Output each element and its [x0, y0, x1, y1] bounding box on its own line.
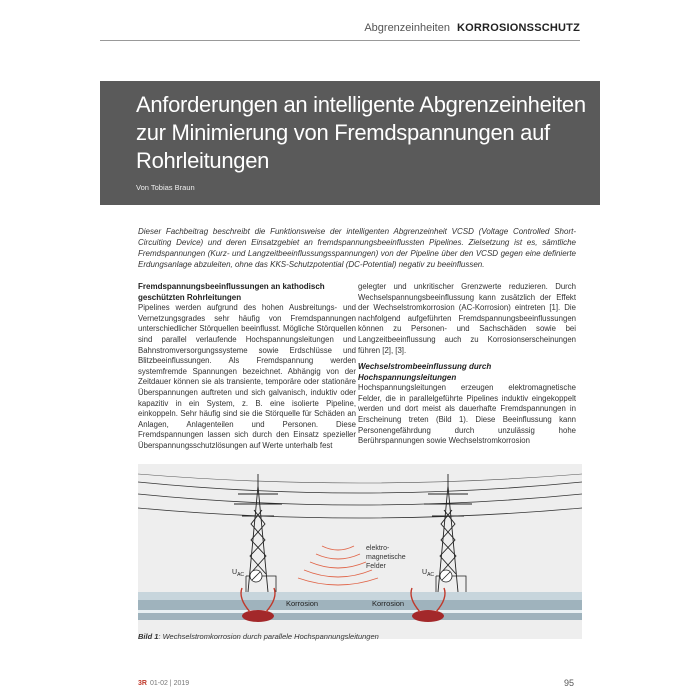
corrosion-spot-right [412, 610, 444, 622]
footer-brand: 3R [138, 680, 147, 687]
conductor-2 [138, 494, 582, 505]
uac-label-left [232, 569, 244, 578]
meter-left [246, 570, 276, 592]
conductor-1 [138, 482, 582, 493]
corrosion-label-right: Korrosion [372, 599, 405, 608]
header-section: Abgrenzeinheiten [364, 22, 450, 34]
uac-left-sub: AC [237, 572, 245, 578]
figure-illustration [138, 464, 582, 639]
body-paragraph-1: Pipelines werden aufgrund des hohen Ausbreitungs- und Vernetzungsgrades sehr häufig von Fremdspannungen unterschiedlicher Störquellen beeinflusst. Mögliche Störquellen sind parallel verlaufende Hochspannungsleitungen und Bahnstromversorgungssysteme sowie Erdschlüsse und Blitzbeeinflussungen. Als Fremdspannung werden systemfremde Spannungen bezeichnet. Abhängig von der Zeitdauer können sie als transiente, temporäre oder stationäre Überspannungen auftreten und sich galvanisch, induktiv oder kapazitiv in ein System, z. B. eine isolierte Pipeline, einkoppeln. Sehr häufig sind sie die Störquelle für Schäden an Anlagen, Anlagenteilen und Personen. Diese Fremdspannungen lassen sich durch den Einsatz spezieller Überspannungsschutzlösungen auf Werte unterhalb fest [138, 303, 356, 450]
header-rule [100, 40, 580, 41]
figure-1 [138, 464, 582, 639]
body-paragraph-2: Hochspannungsleitungen erzeugen elektromagnetische Felder, die in parallelgeführte Pipelines induktiv eingekoppelt werden und dort meist als dauerhafte Fremdspannungen in Erscheinung treten (Bild 1). Diese Beeinflussung kann Personengefährdung durch unzulässig hohe Berührspannungen sowie Wechselstromkorrosion [358, 383, 576, 446]
ground-wire [138, 474, 582, 483]
corrosion-spot-left [242, 610, 274, 622]
uac-left-main: U [232, 569, 238, 576]
section-heading-2: Wechselstrombeeinflussung durch Hochspannungsleitungen [358, 362, 492, 382]
caption-text: : Wechselstromkorrosion durch parallele Hochspannungsleitungen [158, 632, 379, 641]
article-abstract: Dieser Fachbeitrag beschreibt die Funktionsweise der intelligenten Abgrenzeinheit VCSD (Voltage Controlled Short-Circuiting Device) und deren Einsatzgebiet an fremdspannungsbeeinflussten Pipelines. Zielsetzung ist es, sämtliche Fremdspannungen (Kurz- und Langzeitbeeinflussungsspannungen) von der Pipeline über den VCSD gegen eine definierte Erdungsanlage abzuleiten, ohne das KKS-Schutzpotential (DC-Potential) negativ zu beeinflussen. [138, 227, 576, 269]
field-label-line1: elektro- [366, 545, 390, 552]
corrosion-label-left: Korrosion [286, 599, 319, 608]
field-label-line2: magnetische [366, 554, 406, 561]
caption-ref: Bild 1 [138, 632, 159, 641]
column-left [138, 282, 356, 462]
field-label-line3: Felder [366, 563, 386, 570]
conductor-3 [138, 508, 582, 518]
column-right [358, 282, 576, 447]
footer-issue-text: 01-02 | 2019 [149, 680, 190, 687]
figure-caption [138, 632, 582, 641]
section-heading-1: Fremdspannungsbeeinflussungen an kathodisch geschützten Rohrleitungen [138, 282, 325, 302]
page-number: 95 [563, 678, 574, 688]
footer-issue [138, 680, 189, 687]
article-author: Von Tobias Braun [136, 183, 195, 192]
title-box [100, 81, 600, 205]
body-paragraph-1-continued: gelegter und unkritischer Grenzwerte reduzieren. Durch Wechselspannungsbeeinflussung kann zusätzlich der Effekt der Wechselstromkorrosion (AC-Korrosion) eintreten [1]. Die nachfolgend aufgeführten Fremdspannungsbeeinflussungen können zu Personen- und Sachschäden sowie bei Langzeitbeeinflussung auch zu Korrosionserscheinungen führen [2], [3]. [358, 282, 576, 355]
uac-label-right: $U_{AC}$ [422, 569, 435, 578]
header-category: KORROSIONSSCHUTZ [457, 22, 580, 34]
article-title: Anforderungen an intelligente Abgrenzeinheiten zur Minimierung von Fremdspannungen auf Rohrleitungen [136, 92, 586, 173]
pipe-highlight [138, 610, 582, 613]
running-header [100, 22, 580, 34]
meter-right [436, 570, 466, 592]
